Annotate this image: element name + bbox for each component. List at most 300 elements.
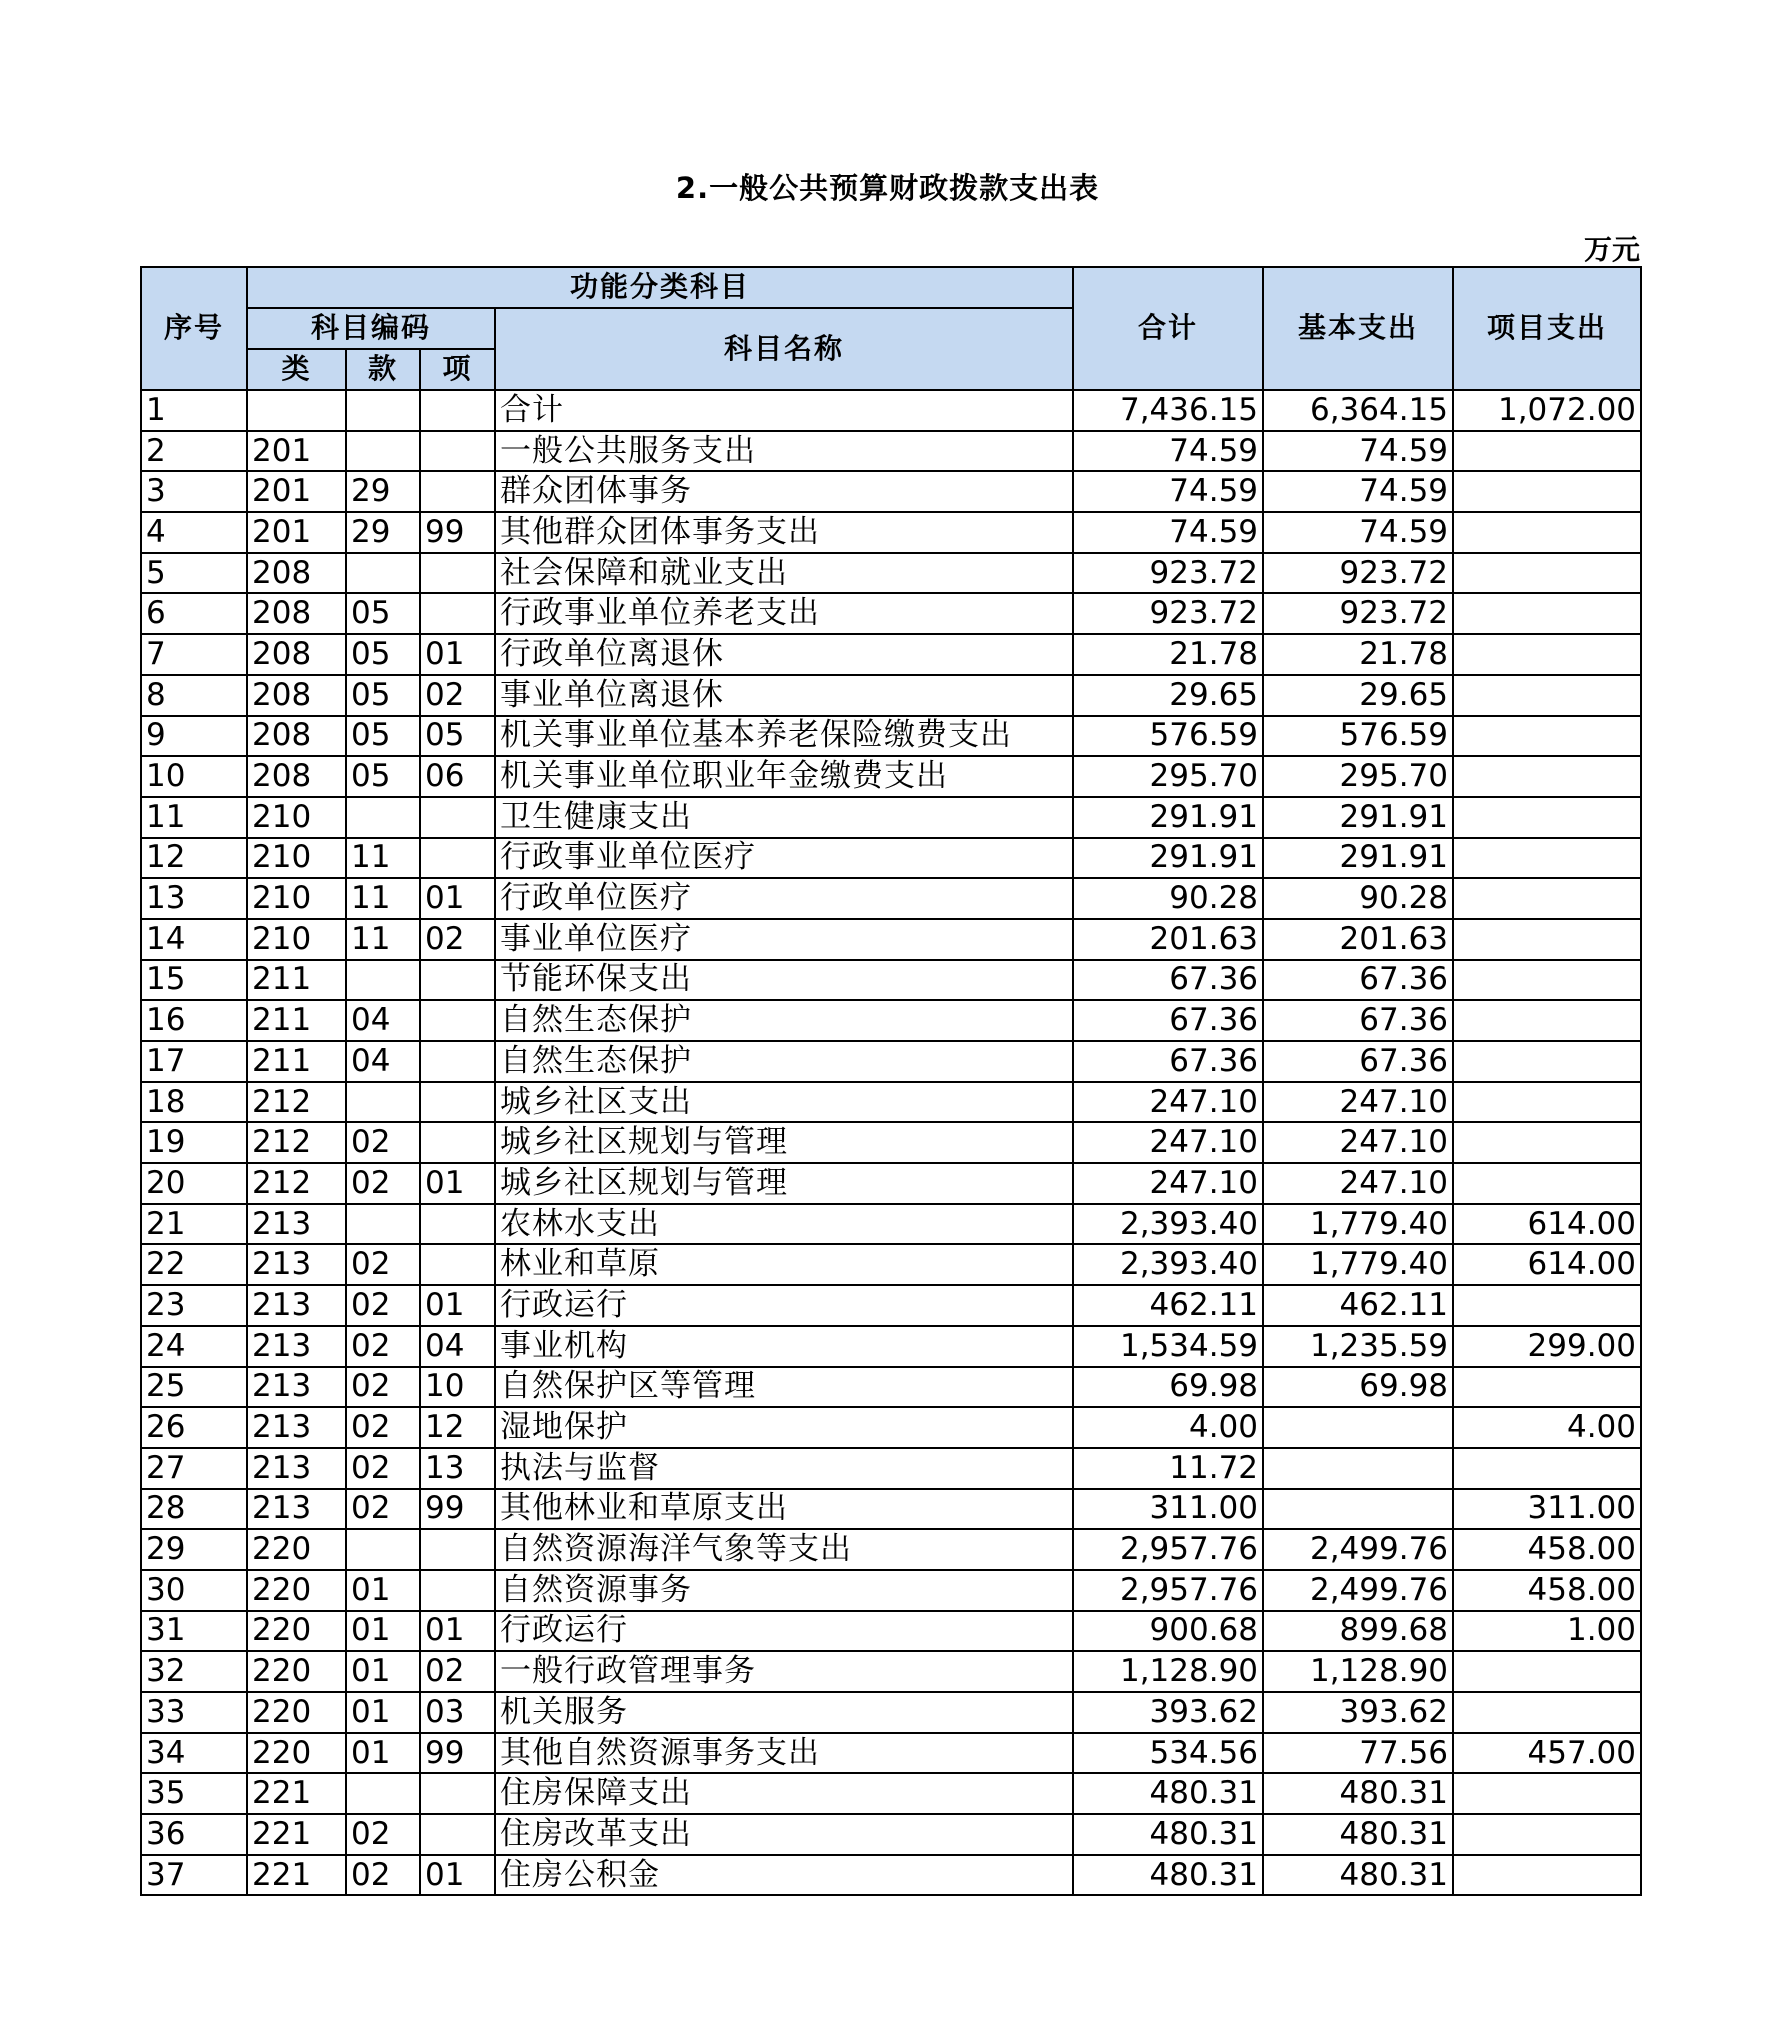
- cell-seq: 27: [141, 1448, 247, 1489]
- cell-name: 机关服务: [495, 1692, 1073, 1733]
- cell-name: 机关事业单位基本养老保险缴费支出: [495, 716, 1073, 757]
- header-total: 合计: [1073, 267, 1263, 390]
- cell-basic: 291.91: [1263, 838, 1453, 879]
- cell-total: 291.91: [1073, 838, 1263, 879]
- table-row: [141, 1367, 1641, 1408]
- cell-seq: 13: [141, 878, 247, 919]
- table-row: [141, 634, 1641, 675]
- cell-seq: 14: [141, 919, 247, 960]
- cell-total: 1,128.90: [1073, 1651, 1263, 1692]
- cell-kuan: [346, 553, 420, 594]
- cell-kuan: 05: [346, 675, 420, 716]
- cell-total: 534.56: [1073, 1733, 1263, 1774]
- cell-seq: 11: [141, 797, 247, 838]
- cell-seq: 15: [141, 960, 247, 1001]
- cell-lei: 213: [247, 1407, 346, 1448]
- cell-total: 923.72: [1073, 593, 1263, 634]
- cell-xiang: 10: [420, 1367, 495, 1408]
- cell-basic: 923.72: [1263, 553, 1453, 594]
- cell-basic: 1,235.59: [1263, 1326, 1453, 1367]
- cell-xiang: 04: [420, 1326, 495, 1367]
- cell-kuan: 02: [346, 1163, 420, 1204]
- cell-seq: 5: [141, 553, 247, 594]
- table-row: [141, 1733, 1641, 1774]
- cell-name: 自然保护区等管理: [495, 1367, 1073, 1408]
- cell-basic: 462.11: [1263, 1285, 1453, 1326]
- cell-lei: 208: [247, 553, 346, 594]
- cell-xiang: [420, 1570, 495, 1611]
- cell-total: 11.72: [1073, 1448, 1263, 1489]
- cell-lei: 201: [247, 471, 346, 512]
- cell-kuan: 04: [346, 1000, 420, 1041]
- cell-project: [1453, 878, 1641, 919]
- cell-xiang: 99: [420, 1733, 495, 1774]
- cell-seq: 12: [141, 838, 247, 879]
- cell-basic: 74.59: [1263, 431, 1453, 472]
- table-row: [141, 1489, 1641, 1530]
- table-row: [141, 1773, 1641, 1814]
- cell-xiang: [420, 1529, 495, 1570]
- cell-name: 行政运行: [495, 1611, 1073, 1652]
- header-kuan: 款: [346, 349, 420, 390]
- table-row: [141, 1041, 1641, 1082]
- cell-kuan: 05: [346, 716, 420, 757]
- cell-name: 合计: [495, 390, 1073, 431]
- cell-xiang: 01: [420, 1611, 495, 1652]
- cell-lei: 213: [247, 1326, 346, 1367]
- cell-project: [1453, 512, 1641, 553]
- cell-name: 其他自然资源事务支出: [495, 1733, 1073, 1774]
- table-row: [141, 1163, 1641, 1204]
- table-row: [141, 431, 1641, 472]
- cell-xiang: [420, 1041, 495, 1082]
- cell-xiang: [420, 1773, 495, 1814]
- cell-lei: 220: [247, 1692, 346, 1733]
- cell-basic: 29.65: [1263, 675, 1453, 716]
- cell-total: 247.10: [1073, 1122, 1263, 1163]
- cell-name: 行政单位医疗: [495, 878, 1073, 919]
- cell-seq: 19: [141, 1122, 247, 1163]
- cell-total: 4.00: [1073, 1407, 1263, 1448]
- cell-total: 247.10: [1073, 1082, 1263, 1123]
- cell-basic: 576.59: [1263, 716, 1453, 757]
- cell-seq: 23: [141, 1285, 247, 1326]
- cell-lei: 220: [247, 1529, 346, 1570]
- cell-xiang: [420, 960, 495, 1001]
- cell-project: [1453, 960, 1641, 1001]
- header-xiang: 项: [420, 349, 495, 390]
- cell-basic: 74.59: [1263, 512, 1453, 553]
- cell-lei: 212: [247, 1163, 346, 1204]
- expenditure-table: [140, 266, 1642, 1896]
- cell-name: 住房保障支出: [495, 1773, 1073, 1814]
- cell-lei: 213: [247, 1448, 346, 1489]
- cell-seq: 28: [141, 1489, 247, 1530]
- cell-project: [1453, 1285, 1641, 1326]
- cell-name: 住房公积金: [495, 1855, 1073, 1896]
- table-row: [141, 593, 1641, 634]
- cell-total: 74.59: [1073, 431, 1263, 472]
- cell-total: 480.31: [1073, 1814, 1263, 1855]
- cell-seq: 7: [141, 634, 247, 675]
- cell-lei: 212: [247, 1122, 346, 1163]
- header-project: 项目支出: [1453, 267, 1641, 390]
- cell-basic: 6,364.15: [1263, 390, 1453, 431]
- cell-seq: 29: [141, 1529, 247, 1570]
- cell-seq: 22: [141, 1244, 247, 1285]
- cell-name: 行政事业单位养老支出: [495, 593, 1073, 634]
- cell-basic: 2,499.76: [1263, 1570, 1453, 1611]
- cell-name: 其他群众团体事务支出: [495, 512, 1073, 553]
- cell-lei: 211: [247, 1000, 346, 1041]
- cell-xiang: 05: [420, 716, 495, 757]
- cell-xiang: [420, 593, 495, 634]
- cell-seq: 30: [141, 1570, 247, 1611]
- cell-kuan: [346, 797, 420, 838]
- cell-total: 74.59: [1073, 512, 1263, 553]
- cell-project: [1453, 634, 1641, 675]
- cell-basic: 67.36: [1263, 1041, 1453, 1082]
- cell-name: 事业机构: [495, 1326, 1073, 1367]
- cell-total: 393.62: [1073, 1692, 1263, 1733]
- cell-project: 311.00: [1453, 1489, 1641, 1530]
- cell-total: 311.00: [1073, 1489, 1263, 1530]
- cell-total: 1,534.59: [1073, 1326, 1263, 1367]
- cell-basic: 201.63: [1263, 919, 1453, 960]
- table-row: [141, 1529, 1641, 1570]
- table-row: [141, 1611, 1641, 1652]
- cell-lei: 220: [247, 1651, 346, 1692]
- cell-project: [1453, 1000, 1641, 1041]
- cell-project: [1453, 1773, 1641, 1814]
- cell-basic: [1263, 1489, 1453, 1530]
- cell-name: 自然生态保护: [495, 1041, 1073, 1082]
- cell-project: 1.00: [1453, 1611, 1641, 1652]
- cell-seq: 24: [141, 1326, 247, 1367]
- table-row: [141, 675, 1641, 716]
- cell-total: 90.28: [1073, 878, 1263, 919]
- unit-label: 万元: [1583, 233, 1640, 266]
- cell-project: [1453, 716, 1641, 757]
- table-row: [141, 1082, 1641, 1123]
- cell-seq: 8: [141, 675, 247, 716]
- table-row: [141, 797, 1641, 838]
- table-row: [141, 1326, 1641, 1367]
- cell-name: 行政运行: [495, 1285, 1073, 1326]
- cell-basic: 480.31: [1263, 1855, 1453, 1896]
- cell-kuan: 05: [346, 756, 420, 797]
- cell-basic: 2,499.76: [1263, 1529, 1453, 1570]
- cell-seq: 18: [141, 1082, 247, 1123]
- cell-lei: 208: [247, 716, 346, 757]
- cell-total: 576.59: [1073, 716, 1263, 757]
- cell-total: 74.59: [1073, 471, 1263, 512]
- cell-seq: 37: [141, 1855, 247, 1896]
- cell-basic: 69.98: [1263, 1367, 1453, 1408]
- cell-project: [1453, 1651, 1641, 1692]
- cell-basic: 1,779.40: [1263, 1204, 1453, 1245]
- cell-project: [1453, 797, 1641, 838]
- cell-kuan: [346, 431, 420, 472]
- cell-seq: 6: [141, 593, 247, 634]
- cell-lei: 208: [247, 675, 346, 716]
- table-body: [141, 390, 1641, 1895]
- cell-total: 201.63: [1073, 919, 1263, 960]
- cell-total: 67.36: [1073, 1000, 1263, 1041]
- cell-lei: 213: [247, 1285, 346, 1326]
- cell-name: 自然资源事务: [495, 1570, 1073, 1611]
- cell-kuan: 01: [346, 1651, 420, 1692]
- cell-lei: 201: [247, 431, 346, 472]
- cell-lei: 208: [247, 634, 346, 675]
- cell-seq: 17: [141, 1041, 247, 1082]
- cell-project: [1453, 838, 1641, 879]
- cell-name: 事业单位离退休: [495, 675, 1073, 716]
- cell-project: 458.00: [1453, 1570, 1641, 1611]
- cell-basic: [1263, 1407, 1453, 1448]
- cell-lei: 210: [247, 878, 346, 919]
- cell-project: 614.00: [1453, 1244, 1641, 1285]
- cell-kuan: [346, 1082, 420, 1123]
- cell-total: 291.91: [1073, 797, 1263, 838]
- table-header: [141, 267, 1641, 390]
- cell-basic: 74.59: [1263, 471, 1453, 512]
- cell-seq: 20: [141, 1163, 247, 1204]
- cell-total: 2,957.76: [1073, 1529, 1263, 1570]
- cell-name: 住房改革支出: [495, 1814, 1073, 1855]
- table-row: [141, 838, 1641, 879]
- cell-project: [1453, 471, 1641, 512]
- cell-kuan: 11: [346, 838, 420, 879]
- cell-seq: 34: [141, 1733, 247, 1774]
- cell-seq: 25: [141, 1367, 247, 1408]
- header-name: 科目名称: [495, 308, 1073, 390]
- table-row: [141, 960, 1641, 1001]
- cell-basic: 1,779.40: [1263, 1244, 1453, 1285]
- cell-total: 67.36: [1073, 1041, 1263, 1082]
- cell-seq: 31: [141, 1611, 247, 1652]
- cell-kuan: 29: [346, 471, 420, 512]
- cell-seq: 26: [141, 1407, 247, 1448]
- cell-project: 299.00: [1453, 1326, 1641, 1367]
- cell-seq: 16: [141, 1000, 247, 1041]
- cell-xiang: 01: [420, 1285, 495, 1326]
- cell-lei: 211: [247, 960, 346, 1001]
- cell-project: 458.00: [1453, 1529, 1641, 1570]
- cell-seq: 3: [141, 471, 247, 512]
- table-row: [141, 1122, 1641, 1163]
- cell-kuan: 02: [346, 1326, 420, 1367]
- cell-kuan: 11: [346, 919, 420, 960]
- cell-total: 462.11: [1073, 1285, 1263, 1326]
- cell-kuan: 01: [346, 1570, 420, 1611]
- table-row: [141, 1692, 1641, 1733]
- table-row: [141, 553, 1641, 594]
- table-row: [141, 756, 1641, 797]
- cell-project: 614.00: [1453, 1204, 1641, 1245]
- cell-seq: 9: [141, 716, 247, 757]
- cell-xiang: 01: [420, 1163, 495, 1204]
- cell-project: [1453, 553, 1641, 594]
- cell-total: 2,393.40: [1073, 1204, 1263, 1245]
- cell-xiang: [420, 838, 495, 879]
- cell-basic: 295.70: [1263, 756, 1453, 797]
- cell-kuan: [346, 1773, 420, 1814]
- cell-basic: 480.31: [1263, 1773, 1453, 1814]
- cell-lei: 210: [247, 838, 346, 879]
- cell-lei: 210: [247, 797, 346, 838]
- cell-kuan: 02: [346, 1407, 420, 1448]
- cell-project: [1453, 1122, 1641, 1163]
- cell-name: 群众团体事务: [495, 471, 1073, 512]
- cell-project: [1453, 756, 1641, 797]
- cell-xiang: 01: [420, 1855, 495, 1896]
- cell-seq: 33: [141, 1692, 247, 1733]
- cell-kuan: 01: [346, 1733, 420, 1774]
- cell-kuan: 02: [346, 1855, 420, 1896]
- cell-kuan: 02: [346, 1489, 420, 1530]
- cell-basic: [1263, 1448, 1453, 1489]
- cell-total: 480.31: [1073, 1855, 1263, 1896]
- cell-lei: [247, 390, 346, 431]
- cell-xiang: 02: [420, 675, 495, 716]
- cell-project: [1453, 431, 1641, 472]
- cell-basic: 480.31: [1263, 1814, 1453, 1855]
- cell-total: 2,393.40: [1073, 1244, 1263, 1285]
- cell-xiang: 02: [420, 1651, 495, 1692]
- cell-lei: 208: [247, 593, 346, 634]
- cell-xiang: 01: [420, 878, 495, 919]
- cell-total: 69.98: [1073, 1367, 1263, 1408]
- cell-lei: 220: [247, 1733, 346, 1774]
- cell-name: 行政事业单位医疗: [495, 838, 1073, 879]
- table-row: [141, 1570, 1641, 1611]
- table-row: [141, 878, 1641, 919]
- cell-kuan: 29: [346, 512, 420, 553]
- cell-name: 自然资源海洋气象等支出: [495, 1529, 1073, 1570]
- cell-seq: 32: [141, 1651, 247, 1692]
- cell-name: 林业和草原: [495, 1244, 1073, 1285]
- cell-name: 城乡社区支出: [495, 1082, 1073, 1123]
- cell-lei: 213: [247, 1204, 346, 1245]
- header-basic: 基本支出: [1263, 267, 1453, 390]
- table-row: [141, 390, 1641, 431]
- cell-name: 行政单位离退休: [495, 634, 1073, 675]
- table-row: [141, 919, 1641, 960]
- cell-project: [1453, 1163, 1641, 1204]
- cell-kuan: 04: [346, 1041, 420, 1082]
- cell-xiang: [420, 1244, 495, 1285]
- cell-xiang: 13: [420, 1448, 495, 1489]
- table-row: [141, 1285, 1641, 1326]
- cell-name: 执法与监督: [495, 1448, 1073, 1489]
- cell-name: 其他林业和草原支出: [495, 1489, 1073, 1530]
- cell-xiang: 06: [420, 756, 495, 797]
- cell-name: 一般行政管理事务: [495, 1651, 1073, 1692]
- cell-basic: 899.68: [1263, 1611, 1453, 1652]
- cell-lei: 221: [247, 1773, 346, 1814]
- table-row: [141, 1651, 1641, 1692]
- cell-basic: 393.62: [1263, 1692, 1453, 1733]
- cell-basic: 923.72: [1263, 593, 1453, 634]
- cell-xiang: [420, 1814, 495, 1855]
- cell-xiang: 99: [420, 512, 495, 553]
- cell-basic: 21.78: [1263, 634, 1453, 675]
- cell-lei: 210: [247, 919, 346, 960]
- cell-name: 机关事业单位职业年金缴费支出: [495, 756, 1073, 797]
- cell-xiang: [420, 471, 495, 512]
- cell-name: 城乡社区规划与管理: [495, 1122, 1073, 1163]
- cell-kuan: [346, 1529, 420, 1570]
- cell-lei: 220: [247, 1570, 346, 1611]
- cell-xiang: [420, 1122, 495, 1163]
- cell-seq: 10: [141, 756, 247, 797]
- cell-xiang: 01: [420, 634, 495, 675]
- cell-kuan: 02: [346, 1814, 420, 1855]
- cell-project: 1,072.00: [1453, 390, 1641, 431]
- cell-kuan: 02: [346, 1244, 420, 1285]
- table-row: [141, 1448, 1641, 1489]
- cell-lei: 221: [247, 1855, 346, 1896]
- cell-total: 7,436.15: [1073, 390, 1263, 431]
- cell-lei: 213: [247, 1244, 346, 1285]
- cell-total: 2,957.76: [1073, 1570, 1263, 1611]
- cell-basic: 90.28: [1263, 878, 1453, 919]
- cell-kuan: 02: [346, 1448, 420, 1489]
- cell-xiang: [420, 1000, 495, 1041]
- cell-seq: 2: [141, 431, 247, 472]
- cell-project: [1453, 675, 1641, 716]
- cell-seq: 4: [141, 512, 247, 553]
- cell-total: 923.72: [1073, 553, 1263, 594]
- cell-total: 900.68: [1073, 1611, 1263, 1652]
- cell-xiang: [420, 1082, 495, 1123]
- cell-kuan: [346, 960, 420, 1001]
- header-seq: 序号: [141, 267, 247, 390]
- table-row: [141, 512, 1641, 553]
- cell-project: [1453, 1367, 1641, 1408]
- cell-total: 295.70: [1073, 756, 1263, 797]
- cell-seq: 21: [141, 1204, 247, 1245]
- table-row: [141, 716, 1641, 757]
- cell-project: [1453, 919, 1641, 960]
- cell-xiang: 12: [420, 1407, 495, 1448]
- cell-xiang: [420, 553, 495, 594]
- cell-project: 457.00: [1453, 1733, 1641, 1774]
- cell-seq: 1: [141, 390, 247, 431]
- cell-kuan: 11: [346, 878, 420, 919]
- cell-total: 29.65: [1073, 675, 1263, 716]
- cell-kuan: 02: [346, 1285, 420, 1326]
- table-row: [141, 1000, 1641, 1041]
- cell-total: 21.78: [1073, 634, 1263, 675]
- cell-lei: 212: [247, 1082, 346, 1123]
- cell-kuan: 02: [346, 1122, 420, 1163]
- cell-total: 480.31: [1073, 1773, 1263, 1814]
- cell-project: [1453, 1041, 1641, 1082]
- cell-kuan: 05: [346, 634, 420, 675]
- cell-total: 247.10: [1073, 1163, 1263, 1204]
- cell-project: 4.00: [1453, 1407, 1641, 1448]
- cell-basic: 77.56: [1263, 1733, 1453, 1774]
- cell-lei: 221: [247, 1814, 346, 1855]
- cell-basic: 291.91: [1263, 797, 1453, 838]
- cell-kuan: [346, 390, 420, 431]
- cell-xiang: [420, 797, 495, 838]
- cell-name: 湿地保护: [495, 1407, 1073, 1448]
- cell-name: 社会保障和就业支出: [495, 553, 1073, 594]
- page-title: 2.一般公共预算财政拨款支出表: [675, 171, 1100, 205]
